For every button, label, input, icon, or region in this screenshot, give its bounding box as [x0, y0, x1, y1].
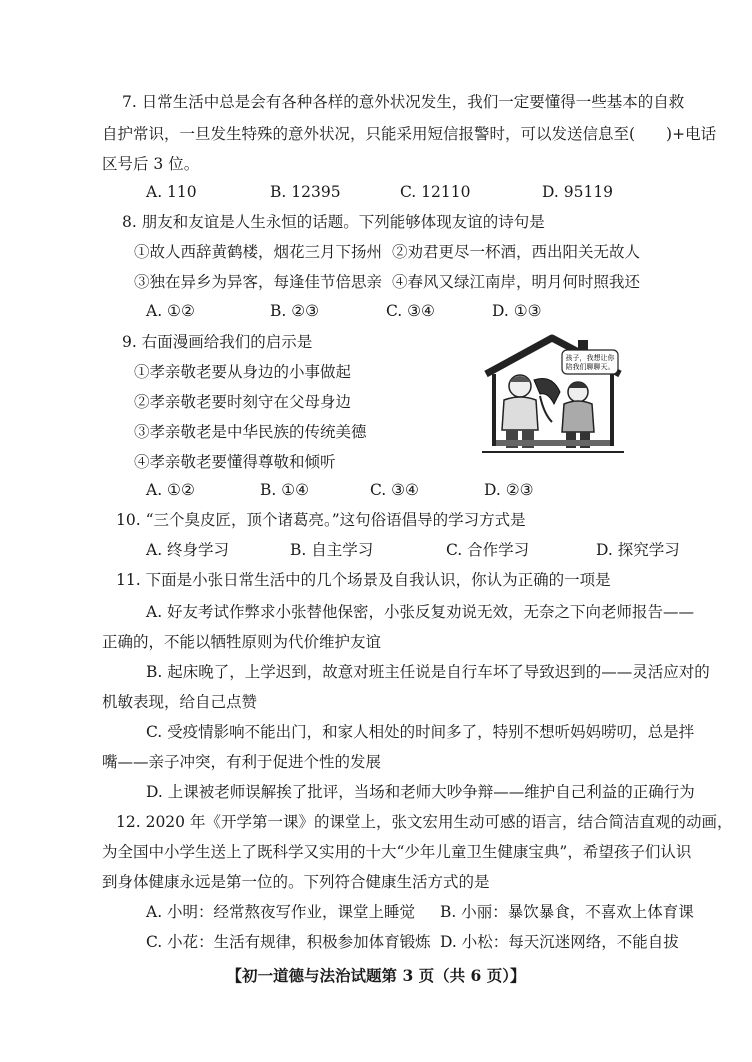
q9-option-b: B. ①④ — [260, 481, 310, 499]
q7-option-b: B. 12395 — [270, 183, 341, 201]
q11-option-c-line1: C. 受疫情影响不能出门，和家人相处的时间多了，特别不想听妈妈唠叨，总是拌 — [146, 723, 695, 741]
q12-option-d: D. 小松：每天沉迷网络，不能自拔 — [440, 933, 679, 951]
q11-option-b-line1: B. 起床晚了，上学迟到，故意对班主任说是自行车坏了导致迟到的——灵活应对的 — [146, 663, 710, 681]
q9-statement-4: ④孝亲敬老要懂得尊敬和倾听 — [134, 453, 336, 471]
q7-stem-line3: 区号后 3 位。 — [102, 155, 200, 173]
q9-statement-2: ②孝亲敬老要时刻守在父母身边 — [134, 393, 352, 411]
q12-stem-line3: 到身体健康永远是第一位的。下列符合健康生活方式的是 — [102, 873, 490, 891]
q7-option-d: D. 95119 — [542, 183, 614, 201]
q12-stem-line2: 为全国中小学生送上了既科学又实用的十大“少年儿童卫生健康宝典”，希望孩子们认识 — [102, 843, 692, 861]
q10-options — [0, 540, 752, 560]
q11-option-a-line1: A. 好友考试作弊求小张替他保密，小张反复劝说无效，无奈之下向老师报告—— — [146, 603, 695, 621]
q11-option-d: D. 上课被老师误解挨了批评，当场和老师大吵争辩——维护自己利益的正确行为 — [146, 783, 695, 801]
q9-option-a: A. ①② — [146, 481, 195, 499]
q8-options — [0, 301, 752, 321]
q11-option-b-line2: 机敏表现，给自己点赞 — [102, 693, 258, 711]
q12-option-b: B. 小丽：暴饮暴食，不喜欢上体育课 — [440, 903, 694, 921]
q8-option-d: D. ①③ — [492, 302, 542, 320]
q8-option-c: C. ③④ — [386, 302, 435, 320]
q9-statement-3: ③孝亲敬老是中华民族的传统美德 — [134, 423, 367, 441]
q9-option-c: C. ③④ — [370, 481, 419, 499]
q11-stem: 11. 下面是小张日常生活中的几个场景及自我认识，你认为正确的一项是 — [116, 571, 611, 589]
q10-option-d: D. 探究学习 — [596, 541, 680, 559]
q12-stem-line1: 12. 2020 年《开学第一课》的课堂上，张文宏用生动可感的语言，结合简洁直观的动画， — [116, 813, 733, 831]
q12-option-a: A. 小明：经常熬夜写作业，课堂上睡觉 — [146, 903, 416, 921]
q8-statement-4: ④春风又绿江南岸，明月何时照我还 — [392, 273, 641, 291]
q8-option-a: A. ①② — [146, 302, 195, 320]
q8-statement-1: ①故人西辞黄鹤楼，烟花三月下扬州 — [134, 243, 383, 261]
q9-statement-1: ①孝亲敬老要从身边的小事做起 — [134, 363, 352, 381]
q9-option-d: D. ②③ — [484, 481, 534, 499]
q10-option-b: B. 自主学习 — [290, 541, 374, 559]
q7-option-c: C. 12110 — [400, 183, 471, 201]
q9-comic-illustration — [482, 334, 624, 456]
q11-option-c-line2: 嘴——亲子冲突，有利于促进个性的发展 — [102, 753, 382, 771]
q8-stem: 8. 朋友和友谊是人生永恒的话题。下列能够体现友谊的诗句是 — [122, 213, 545, 231]
q11-option-a-line2: 正确的，不能以牺牲原则为代价维护友谊 — [102, 633, 382, 651]
page-footer: 【初一道德与法治试题第 3 页（共 6 页）】 — [226, 966, 526, 985]
q7-stem-line1: 7. 日常生活中总是会有各种各样的意外状况发生，我们一定要懂得一些基本的自救 — [122, 93, 685, 111]
q8-statement-2: ②劝君更尽一杯酒，西出阳关无故人 — [392, 243, 641, 261]
q9-stem: 9. 右面漫画给我们的启示是 — [122, 333, 313, 351]
q12-option-c: C. 小花：生活有规律，积极参加体育锻炼 — [146, 933, 431, 951]
q8-option-b: B. ②③ — [270, 302, 320, 320]
q7-option-a: A. 110 — [146, 183, 197, 201]
q7-options — [0, 182, 752, 202]
q10-stem: 10. “三个臭皮匠，顶个诸葛亮。”这句俗语倡导的学习方式是 — [116, 511, 526, 529]
q7-stem-line2: 自护常识，一旦发生特殊的意外状况，只能采用短信报警时，可以发送信息至( )+电话 — [102, 125, 717, 143]
q9-options — [0, 480, 752, 500]
q10-option-c: C. 合作学习 — [446, 541, 530, 559]
comic-bubble-line1: 孩子，我想让你 — [565, 354, 615, 362]
q10-option-a: A. 终身学习 — [146, 541, 230, 559]
comic-bubble-line2: 陪我们聊聊天。 — [565, 363, 615, 371]
q8-statement-3: ③独在异乡为异客，每逢佳节倍思亲 — [134, 273, 383, 291]
